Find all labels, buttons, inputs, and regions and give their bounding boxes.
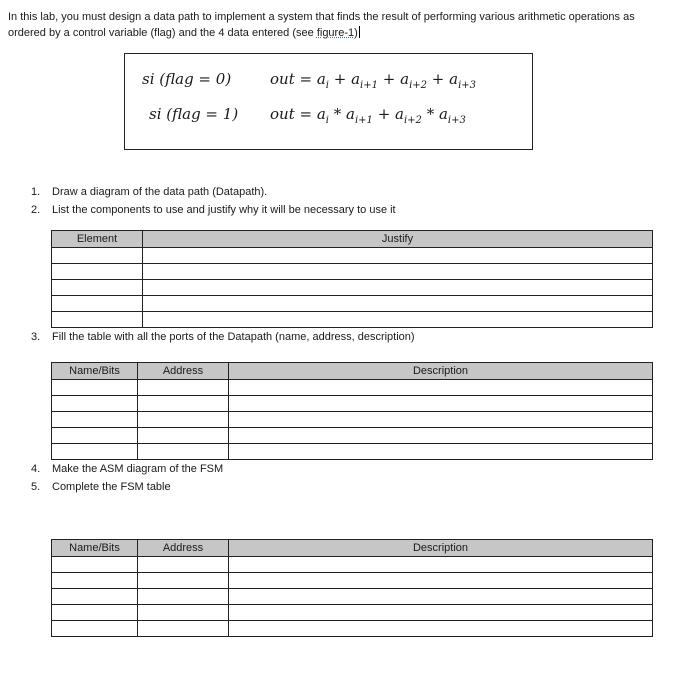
table-cell[interactable] — [229, 380, 653, 396]
table-cell[interactable] — [52, 573, 138, 589]
table-cell[interactable] — [138, 412, 229, 428]
table-cell[interactable] — [138, 621, 229, 637]
table-cell[interactable] — [138, 444, 229, 460]
table-cell[interactable] — [52, 248, 143, 264]
item-number: 2. — [31, 204, 41, 216]
table-row — [52, 396, 653, 412]
table-cell[interactable] — [52, 380, 138, 396]
table-cell[interactable] — [143, 280, 653, 296]
item-number: 4. — [31, 463, 41, 475]
table-row — [52, 621, 653, 637]
table-cell[interactable] — [143, 264, 653, 280]
header-element: Element — [52, 231, 143, 248]
table-row — [52, 380, 653, 396]
item-text: Fill the table with all the ports of the Datapath (name, address, description) — [52, 331, 415, 343]
table-cell[interactable] — [52, 444, 138, 460]
formula-condition: si (flag = 0) — [142, 70, 232, 88]
table-row — [52, 264, 653, 280]
list-item-3 — [31, 331, 415, 343]
list-item-1 — [31, 186, 267, 198]
item-text: List the components to use and justify why it will be necessary to use it — [52, 204, 396, 216]
table-cell[interactable] — [138, 428, 229, 444]
table-cell[interactable] — [138, 605, 229, 621]
table-cell[interactable] — [52, 396, 138, 412]
header-description: Description — [229, 363, 653, 380]
header-name-bits: Name/Bits — [52, 540, 138, 557]
table-cell[interactable] — [229, 557, 653, 573]
item-text: Complete the FSM table — [52, 481, 171, 493]
formula-condition: si (flag = 1) — [149, 105, 239, 123]
table-cell[interactable] — [52, 605, 138, 621]
header-description: Description — [229, 540, 653, 557]
table-header-row — [52, 363, 653, 380]
table-cell[interactable] — [52, 312, 143, 328]
intro-text: In this lab, you must design a data path to implement a system that finds the result of performing various arithmetic operations as ordered by a control variable (flag) and the 4 data entered (see — [8, 11, 635, 39]
table-cell[interactable] — [52, 589, 138, 605]
formula-expression: out = $a_i + a_{i+1} + a_{i+2} + a_{i+3}$ — [270, 70, 477, 91]
header-justify: Justify — [143, 231, 653, 248]
list-item-2 — [31, 204, 396, 216]
table-cell[interactable] — [229, 396, 653, 412]
table-header-row — [52, 231, 653, 248]
table-cell[interactable] — [138, 380, 229, 396]
header-address: Address — [138, 363, 229, 380]
item-number: 5. — [31, 481, 41, 493]
table-row — [52, 589, 653, 605]
components-table — [51, 230, 653, 328]
table-cell[interactable] — [138, 573, 229, 589]
table-row — [52, 428, 653, 444]
table-header-row — [52, 540, 653, 557]
table-row — [52, 248, 653, 264]
formula-expression: out = $a_i * a_{i+1} + a_{i+2} * a_{i+3}$ — [270, 105, 466, 126]
text-cursor — [359, 26, 360, 38]
table-cell[interactable] — [52, 280, 143, 296]
table-row — [52, 412, 653, 428]
ports-table — [51, 362, 653, 460]
table-row — [52, 605, 653, 621]
table-cell[interactable] — [229, 444, 653, 460]
table-cell[interactable] — [138, 589, 229, 605]
table-cell[interactable] — [229, 605, 653, 621]
header-address: Address — [138, 540, 229, 557]
table-cell[interactable] — [229, 412, 653, 428]
table-row — [52, 444, 653, 460]
table-cell[interactable] — [52, 557, 138, 573]
intro-paragraph — [8, 9, 663, 41]
item-text: Draw a diagram of the data path (Datapath). — [52, 186, 268, 198]
table-row — [52, 557, 653, 573]
item-number: 1. — [31, 186, 41, 198]
table-cell[interactable] — [229, 589, 653, 605]
table-cell[interactable] — [52, 296, 143, 312]
list-item-4 — [31, 463, 223, 475]
item-number: 3. — [31, 331, 41, 343]
table-row — [52, 280, 653, 296]
table-cell[interactable] — [143, 296, 653, 312]
figure-link[interactable]: figure-1) — [316, 27, 358, 39]
table-cell[interactable] — [52, 428, 138, 444]
table-cell[interactable] — [229, 428, 653, 444]
item-text: Make the ASM diagram of the FSM — [52, 463, 224, 475]
table-row — [52, 296, 653, 312]
table-row — [52, 573, 653, 589]
table-cell[interactable] — [138, 557, 229, 573]
formula-box — [124, 53, 533, 150]
table-cell[interactable] — [138, 396, 229, 412]
table-cell[interactable] — [143, 248, 653, 264]
table-cell[interactable] — [52, 264, 143, 280]
fsm-table — [51, 539, 653, 637]
table-row — [52, 312, 653, 328]
header-name-bits: Name/Bits — [52, 363, 138, 380]
table-cell[interactable] — [143, 312, 653, 328]
table-cell[interactable] — [229, 573, 653, 589]
table-cell[interactable] — [52, 621, 138, 637]
list-item-5 — [31, 481, 171, 493]
table-cell[interactable] — [229, 621, 653, 637]
table-cell[interactable] — [52, 412, 138, 428]
